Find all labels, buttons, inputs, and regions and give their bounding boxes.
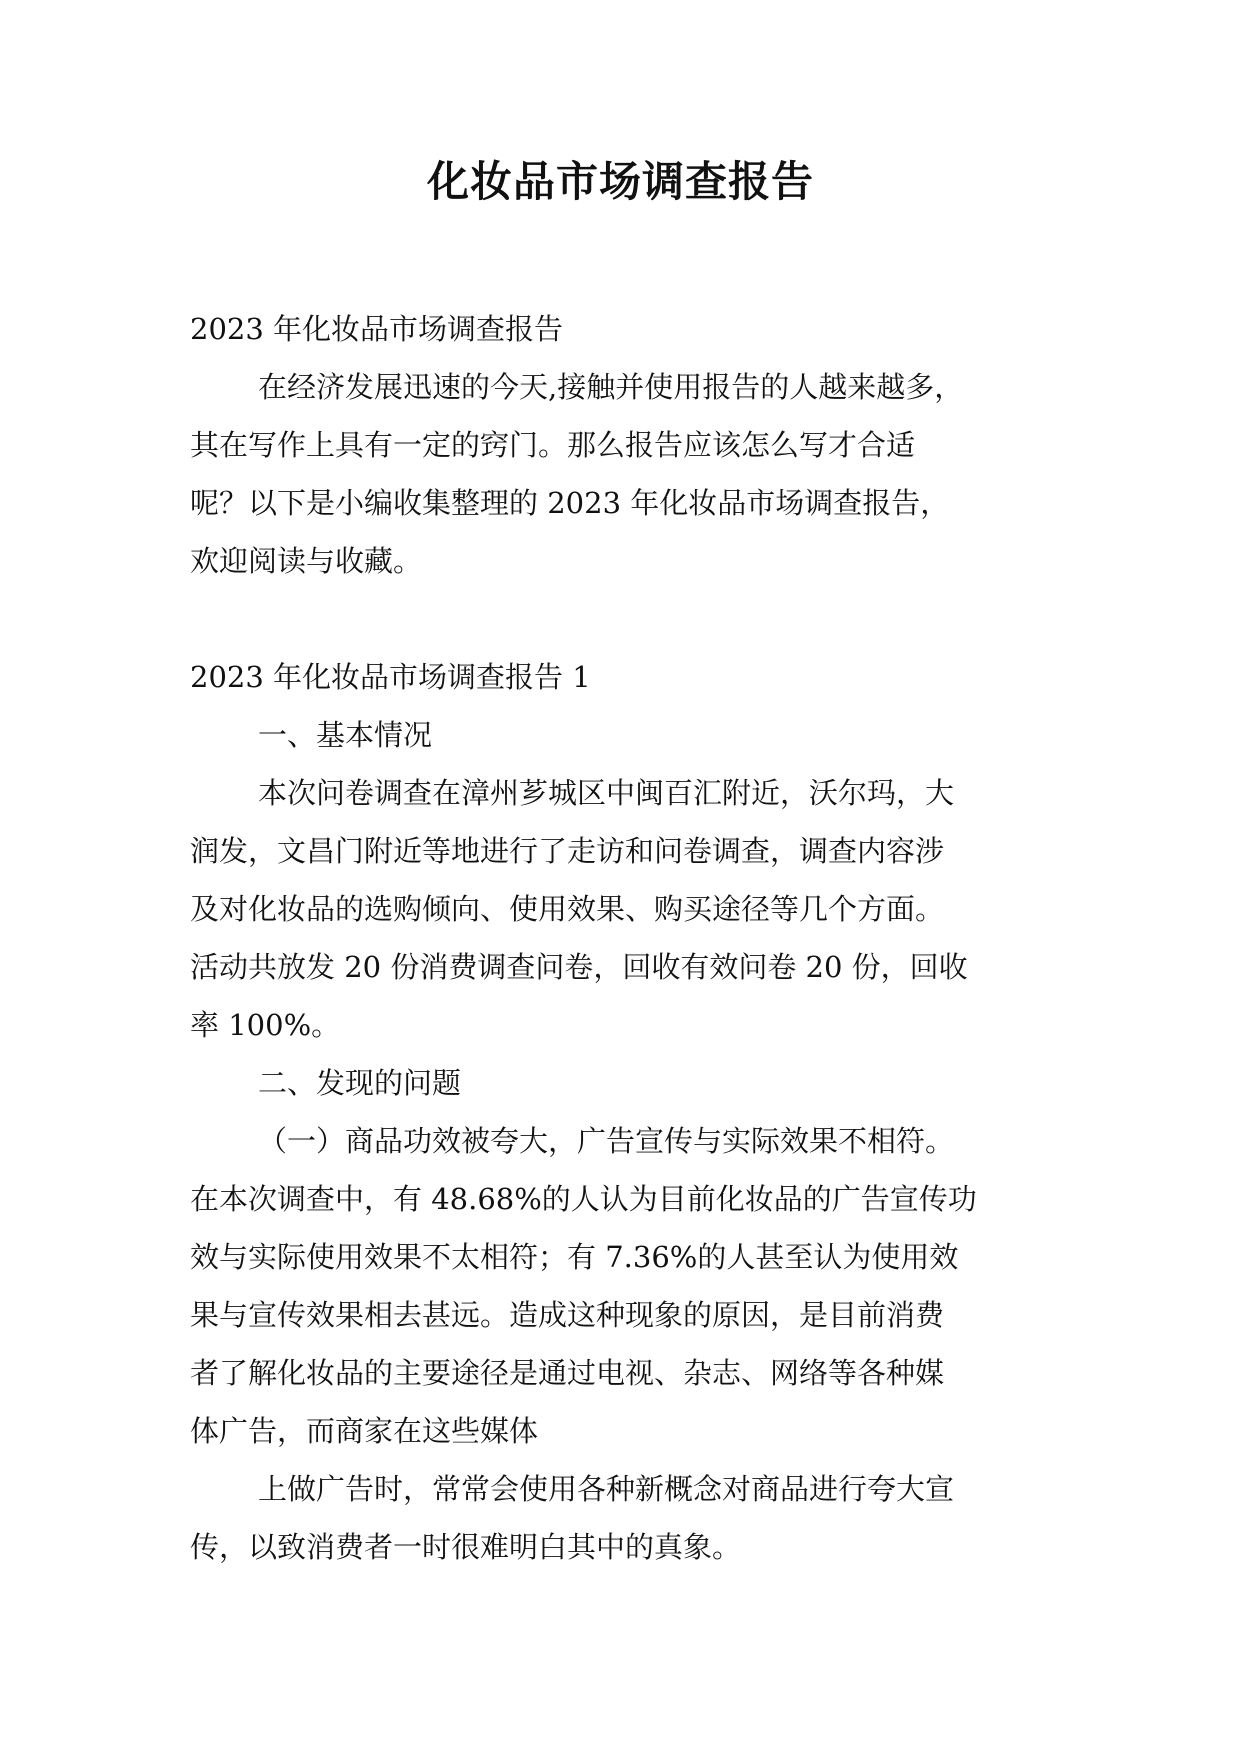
body-line: （一）商品功效被夸大，广告宣传与实际效果不相符。 xyxy=(258,1124,955,1158)
subsection-heading: 一、基本情况 xyxy=(258,718,433,752)
body-line: 上做广告时，常常会使用各种新概念对商品进行夸大宣 xyxy=(258,1472,955,1506)
body-line: 传，以致消费者一时很难明白其中的真象。 xyxy=(190,1530,742,1564)
body-line: 在本次调查中，有 48.68%的人认为目前化妆品的广告宣传功 xyxy=(190,1182,977,1216)
body-line: 本次问卷调查在漳州芗城区中闽百汇附近，沃尔玛，大 xyxy=(258,776,955,810)
intro-line: 在经济发展迅速的今天,接触并使用报告的人越来越多， xyxy=(258,370,964,404)
document-body xyxy=(190,300,1060,1576)
body-line: 率 100%。 xyxy=(190,1008,341,1042)
body-line: 润发，文昌门附近等地进行了走访和问卷调查，调查内容涉 xyxy=(190,834,945,868)
intro-line: 其在写作上具有一定的窍门。那么报告应该怎么写才合适 xyxy=(190,428,916,462)
blank-line xyxy=(190,590,1060,648)
intro-line: 呢？以下是小编收集整理的 2023 年化妆品市场调查报告， xyxy=(190,486,950,520)
report-heading: 2023 年化妆品市场调查报告 xyxy=(190,312,564,346)
body-line: 体广告，而商家在这些媒体 xyxy=(190,1414,539,1448)
body-line: 果与宣传效果相去甚远。造成这种现象的原因，是目前消费 xyxy=(190,1298,945,1332)
section-heading: 2023 年化妆品市场调查报告 1 xyxy=(190,660,591,694)
body-line: 活动共放发 20 份消费调查问卷，回收有效问卷 20 份，回收 xyxy=(190,950,968,984)
body-line: 者了解化妆品的主要途径是通过电视、杂志、网络等各种媒 xyxy=(190,1356,945,1390)
body-line: 及对化妆品的选购倾向、使用效果、购买途径等几个方面。 xyxy=(190,892,945,926)
document-title: 化妆品市场调查报告 xyxy=(426,157,814,206)
body-line: 效与实际使用效果不太相符；有 7.36%的人甚至认为使用效 xyxy=(190,1240,959,1274)
intro-line: 欢迎阅读与收藏。 xyxy=(190,544,423,578)
subsection-heading: 二、发现的问题 xyxy=(258,1066,462,1100)
